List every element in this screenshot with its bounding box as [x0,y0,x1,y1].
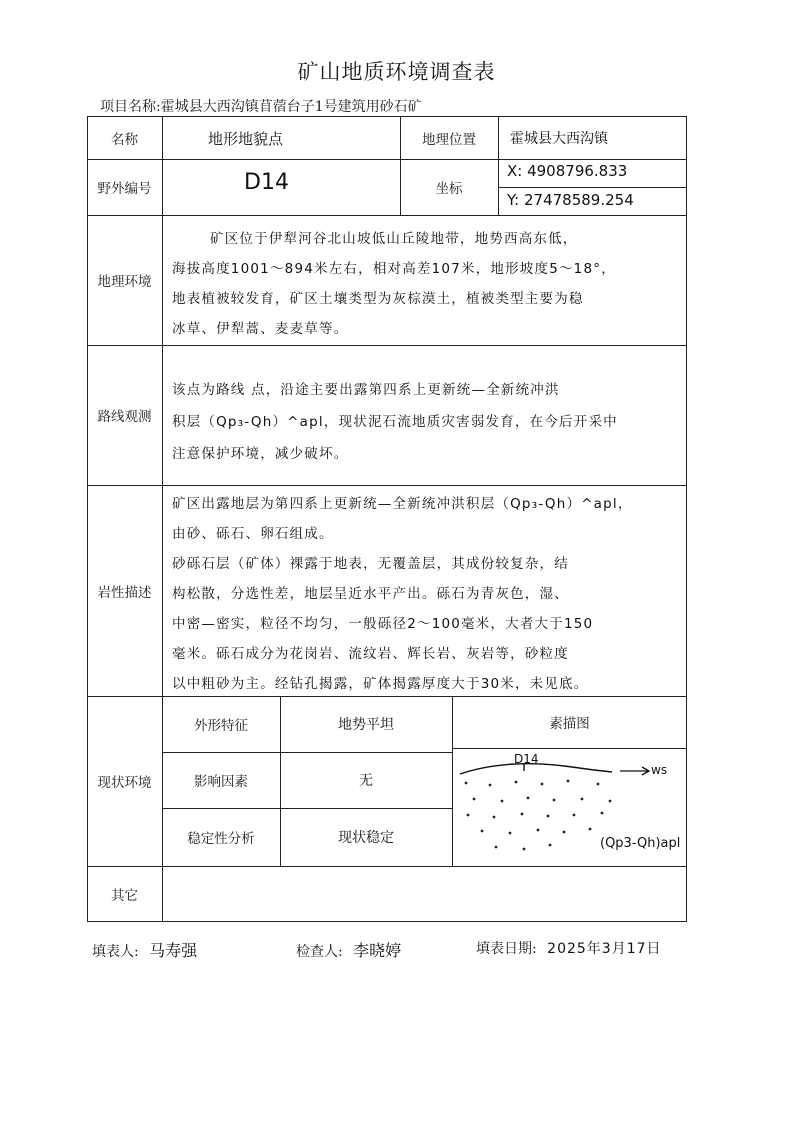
project-line [100,96,422,116]
lithology-text [172,489,684,699]
filler-signature: 马寿强 [149,941,198,960]
stability-value: 现状稳定 [338,830,394,846]
shape-value: 地势平坦 [338,717,394,733]
gravel-pattern [465,780,612,851]
text-line: 以中粗砂为主。经钻孔揭露，矿体揭露厚度大于30米，未见底。 [172,676,589,692]
text-line: 矿区出露地层为第四系上更新统—全新统冲洪积层（Qp₃-Qh）^apl， [172,496,633,512]
text-line: 由砂、砾石、卵石组成。 [172,526,334,542]
name-label: 名称 [111,131,138,148]
text-line: 中密—密实，粒径不均匀，一般砾径2～100毫米，大者大于150 [172,616,594,632]
text-line: 冰草、伊犁蒿、麦麦草等。 [172,321,349,337]
coords-divider [498,187,687,188]
filler-label: 填表人: [92,944,139,960]
row-divider [87,215,687,216]
text-line: 积层（Qp₃-Qh）^apl，现状泥石流地质灾害弱发育，在今后开采中 [172,414,618,430]
name-value: 地形地貌点 [208,130,284,148]
sketch-point-label: D14 [514,752,539,766]
geo-env-label: 地理环境 [97,274,152,290]
checker-label: 检查人: [296,944,343,960]
location-label: 地理位置 [422,131,476,148]
text-line: 注意保护环境，减少破坏。 [172,446,349,462]
text-line: 地表植被较发育，矿区土壤类型为灰棕漠土，植被类型主要为稳 [172,291,584,307]
date-label: 填表日期: [476,941,537,957]
checker-signature: 李晓婷 [353,941,402,960]
text-line: 毫米。砾石成分为花岗岩、流纹岩、辉长岩、灰岩等，砂粒度 [172,646,569,662]
sketch-formation-label: (Qp3-Qh)apl [600,836,681,851]
direction-arrow-icon [620,767,649,775]
route-text [172,374,682,470]
lithology-label: 岩性描述 [97,584,152,601]
text-line: 矿区位于伊犁河谷北山坡低山丘陵地带，地势西高东低， [210,231,578,247]
row-divider [87,159,687,160]
field-no-label: 野外编号 [97,181,152,197]
date-value: 2025年3月17日 [547,941,662,957]
sketch-label: 素描图 [549,716,590,732]
row-divider [87,485,687,486]
coords-label: 坐标 [435,181,463,197]
column-divider [498,116,499,215]
field-no-value: D14 [244,170,289,195]
route-label: 路线观测 [97,409,152,425]
sketch-drawing [452,749,687,866]
text-line: 砂砾石层（矿体）裸露于地表，无覆盖层，其成份较复杂，结 [172,556,569,572]
row-divider [87,345,687,346]
shape-label: 外形特征 [194,718,248,734]
project-value: 霍城县大西沟镇苜蓿台子1号建筑用砂石矿 [160,99,422,115]
text-line: 海拔高度1001～894米左右，相对高差107米，地形坡度5～18°， [172,261,616,277]
x-coordinate: X: 4908796.833 [507,162,628,180]
y-coordinate: Y: 27478589.254 [507,191,634,209]
sketch-direction-label: ws [651,763,668,777]
text-line: 构松散，分选性差，地层呈近水平产出。砾石为青灰色，湿、 [172,586,569,602]
row-divider [87,866,687,867]
filler-line [92,938,197,961]
project-label: 项目名称: [100,99,161,115]
stability-label: 稳定性分析 [187,831,255,847]
status-label: 现状环境 [97,775,152,791]
factor-label: 影响因素 [194,774,248,790]
checker-line [296,938,401,961]
factor-value: 无 [359,773,373,789]
page-title: 矿山地质环境调查表 [297,60,496,84]
other-label: 其它 [111,888,138,904]
date-line [476,938,662,958]
location-value: 霍城县大西沟镇 [510,131,608,147]
text-line: 该点为路线 点，沿途主要出露第四系上更新统—全新统冲洪 [172,382,560,398]
geo-env-text [172,224,682,344]
